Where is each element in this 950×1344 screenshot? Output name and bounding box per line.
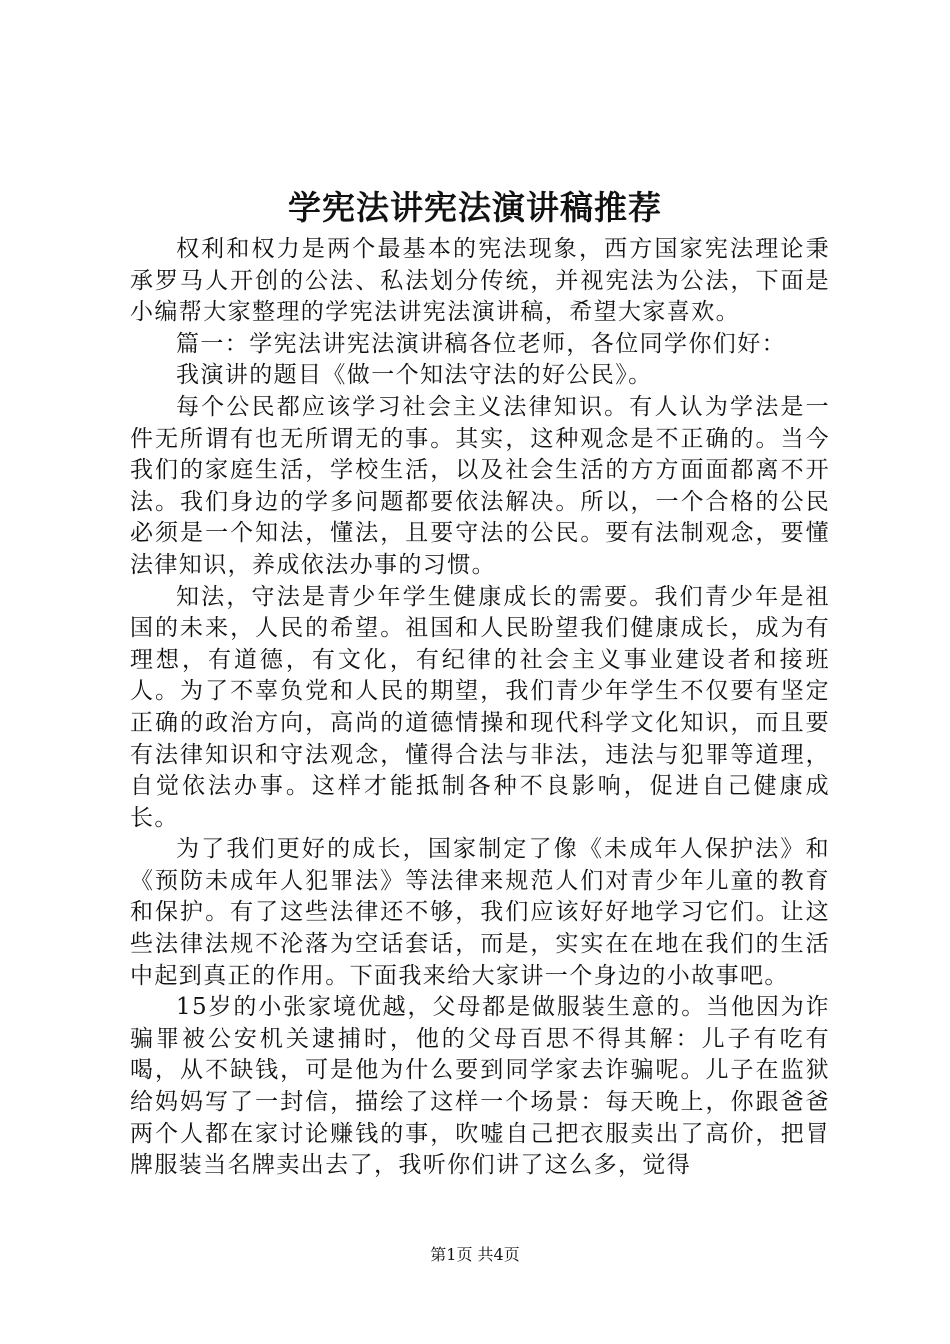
- paragraph-story: 15岁的小张家境优越，父母都是做服装生意的。当他因为诈骗罪被公安机关逮捕时，他的父母百思不得其解：儿子有吃有喝，从不缺钱，可是他为什么要到同学家去诈骗呢。儿子在监狱给妈妈写了一封信，描绘了这样一个场景：每天晚上，你跟爸爸两个人都在家讨论赚钱的事，吹嘘自己把衣服卖出了高价，把冒牌服装当名牌卖出去了，我听你们讲了这么多，觉得: [130, 994, 830, 1179]
- page-number-footer: 第1页 共4页: [430, 1245, 520, 1264]
- document-title: 学宪法讲宪法演讲稿推荐: [288, 188, 662, 227]
- paragraph-body: 每个公民都应该学习社会主义法律知识。有人认为学法是一件无所谓有也无所谓无的事。其实，这种观念是不正确的。当今我们的家庭生活，学校生活，以及社会生活的方方面面都离不开法。我们身边的学多问题都要依法解决。所以，一个合格的公民必须是一个知法，懂法，且要守法的公民。要有法制观念，要懂法律知识，养成依法办事的习惯。: [130, 393, 830, 578]
- document-body: [130, 234, 830, 1182]
- paragraph-body: 为了我们更好的成长，国家制定了像《未成年人保护法》和《预防未成年人犯罪法》等法律来规范人们对青少年儿童的教育和保护。有了这些法律还不够，我们应该好好地学习它们。让这些法律法规不沦落为空话套话，而是，实实在在地在我们的生活中起到真正的作用。下面我来给大家讲一个身边的小故事吧。: [130, 836, 830, 989]
- paragraph-body: 知法，守法是青少年学生健康成长的需要。我们青少年是祖国的未来，人民的希望。祖国和人民盼望我们健康成长，成为有理想，有道德，有文化，有纪律的社会主义事业建设者和接班人。为了不辜负党和人民的期望，我们青少年学生不仅要有坚定正确的政治方向，高尚的道德情操和现代科学文化知识，而且要有法律知识和守法观念，懂得合法与非法，违法与犯罪等道理，自觉依法办事。这样才能抵制各种不良影响，促进自己健康成长。: [130, 583, 830, 831]
- paragraph-section-heading: 篇一：学宪法讲宪法演讲稿各位老师，各位同学你们好：: [176, 330, 786, 357]
- paragraph-speech-topic: 我演讲的题目《做一个知法守法的好公民》。: [176, 362, 653, 389]
- paragraph-intro: 权利和权力是两个最基本的宪法现象，西方国家宪法理论秉承罗马人开创的公法、私法划分传统，并视宪法为公法，下面是小编帮大家整理的学宪法讲宪法演讲稿，希望大家喜欢。: [130, 236, 830, 326]
